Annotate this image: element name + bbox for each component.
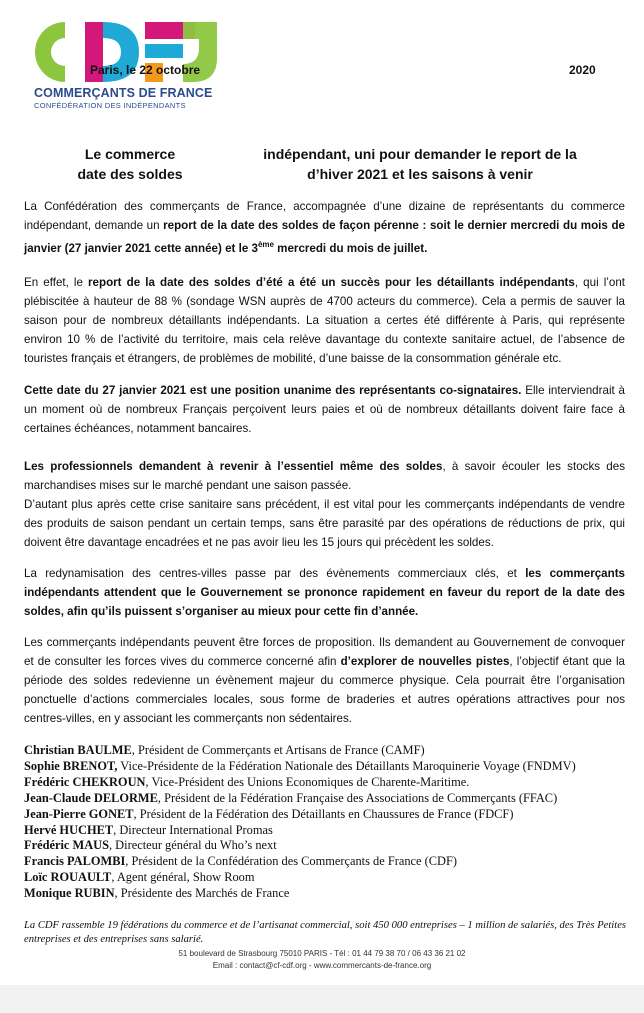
signatory-role: , Agent général, Show Room (111, 870, 255, 885)
text-run: La redynamisation des centres-villes passe par des évènements commerciaux clés, et (24, 567, 526, 580)
signatory (24, 886, 634, 902)
signatory (24, 823, 634, 839)
brand-name: COMMERÇANTS DE FRANCE (34, 86, 213, 100)
signatory-role: , Président de Commerçants et Artisans de France (CAMF) (131, 743, 425, 757)
signatory (24, 854, 634, 870)
paragraph (24, 197, 625, 258)
footer-contact: Email : contact@cf-cdf.org - www.commercants-de-france.org (212, 960, 432, 970)
bold-text: ème (257, 240, 274, 249)
paragraph (24, 381, 625, 438)
signatories-list (24, 743, 634, 902)
signatory-name: Sophie BRENOT, (24, 758, 118, 773)
document-year: 2020 (569, 63, 596, 77)
text-run: , à savoir écouler les stocks des marchandises mises sur le marché pendant une saison passée. (24, 460, 625, 492)
signatory-name: Frédéric CHEKROUN (24, 774, 146, 789)
signatory-name: Jean-Claude DELORME (24, 790, 158, 805)
signatory-role: , Président de la Confédération des Commerçants de France (CDF) (125, 854, 458, 869)
bold-text: report de la date des soldes d’été a été un succès pour les détaillants indépendants (88, 276, 575, 289)
footer-address-block (0, 948, 644, 971)
signatory-name: Frédéric MAUS (24, 838, 109, 853)
bold-text: les commerçants indépendants attendent que le Gouvernement se prononce rapidement en faveur du report de la date des soldes, afin qu’ils puissent s’organiser au mieux pour cette fin d’année. (24, 567, 626, 618)
brand-subtitle: CONFÉDÉRATION DES INDÉPENDANTS (34, 101, 186, 110)
signatory (24, 775, 634, 791)
signatory (24, 807, 634, 823)
document-date: Paris, le 22 octobre (90, 63, 201, 77)
footer-note: La CDF rassemble 19 fédérations du commerce et de l’artisanat commercial, soit 450 000 entreprises – 1 million de salariés, des Très Petites entreprises et des entreprises sans salarié. (24, 920, 627, 945)
signatory-role: Vice-Présidente de la Fédération Nationale des Détaillants Maroquinerie Voyage (FNDMV) (117, 758, 576, 773)
signatory-role: , Président de la Fédération des Détaillants en Chaussures de France (FDCF) (133, 806, 514, 821)
text-run: Les commerçants indépendants peuvent être forces de proposition. Ils demandent au Gouvernement de convoquer et de consulter les forces vives du commerce concerné afin (24, 636, 625, 668)
signatory-role: , Président de la Fédération Française des Associations de Commerçants (FFAC) (157, 790, 558, 805)
cdf-logo-icon (33, 18, 218, 88)
signatory-role: , Directeur International Promas (113, 822, 273, 837)
text-run: La Confédération des commerçants de France, accompagnée d’une dizaine de représentants du commerce indépendant, demande un (24, 200, 625, 232)
signatory (24, 838, 634, 854)
text-run: Elle interviendrait à un moment où de nombreux Français perçoivent leurs paies et où de nombreux détaillants doivent faire face à certaines échéances, notamment bancaires. (24, 384, 625, 435)
title-right: indépendant, uni pour demander le report de la d’hiver 2021 et les saisons à venir (263, 146, 577, 182)
signatory-role: , Directeur général du Who’s next (108, 838, 277, 853)
signatory-name: Hervé HUCHET (24, 822, 114, 837)
bold-text: mercredi du mois de juillet. (273, 241, 428, 255)
text-run: , l’objectif étant que la période des soldes redevienne un évènement majeur du commerce physique. Cela pourrait être l’organisation ponctuelle d’actions commerciales locales, sous forme de braderies et autres opérations attractives pour nos centres-villes, en y associant les commerçants non sédentaires. (24, 655, 625, 725)
signatory-role: , Vice-Président des Unions Economiques de Charente-Maritime. (145, 774, 470, 789)
signatory (24, 759, 634, 775)
signatory-name: Jean-Pierre GONET (24, 806, 134, 821)
paragraph (24, 633, 625, 728)
paragraph (24, 457, 625, 552)
signatory (24, 791, 634, 807)
paragraph (24, 273, 625, 368)
bold-text: d’explorer de nouvelles pistes (340, 655, 510, 668)
title-left: Le commerce date des soldes (77, 146, 183, 182)
signatory-name: Christian BAULME (24, 743, 132, 757)
signatory-name: Francis PALOMBI (24, 854, 126, 869)
signatory (24, 743, 634, 759)
footer-address: 51 boulevard de Strasbourg 75010 PARIS - Tél : 01 44 79 38 70 / 06 43 36 21 02 (178, 949, 466, 958)
bold-text: report de la date des soldes de façon pérenne : soit le dernier mercredi du mois de janvier (27 janvier 2021 cette année) et le 3 (24, 219, 625, 255)
signatory-name: Loïc ROUAULT (24, 870, 112, 885)
signatory (24, 870, 634, 886)
bold-text: Les professionnels demandent à revenir à l’essentiel même des soldes (24, 460, 443, 473)
text-run: En effet, le (24, 276, 89, 289)
text-run: D’autant plus après cette crise sanitaire sans précédent, il est vital pour les commerçants indépendants de vendre des produits de saison pendant un certain temps, sans être parasité par des opérations de réductions de prix, qui doivent être davantage encadrées et ne pas avoir lieu les 15 jours qui précèdent les soldes. (24, 498, 625, 549)
signatory-role: , Présidente des Marchés de France (114, 886, 290, 901)
text-run: , qui l’ont plébiscitée à hauteur de 88 % (sondage WSN auprès de 4700 acteurs du commerce). Cela a permis de sauver la saison pour de nombreux détaillants indépendants. La situation a certes été différente à Paris, qui représente environ 10 % de l’activité du territoire, mais cela relève davantage du contexte sanitaire actuel, de l’absence de touristes français et étrangers, de problèmes de mobilité, d’une baisse de la consommation générale etc. (24, 276, 625, 365)
signatory-name: Monique RUBIN (24, 886, 115, 901)
paragraph (24, 564, 625, 621)
bold-text: Cette date du 27 janvier 2021 est une position unanime des représentants co-signataires. (24, 384, 522, 397)
